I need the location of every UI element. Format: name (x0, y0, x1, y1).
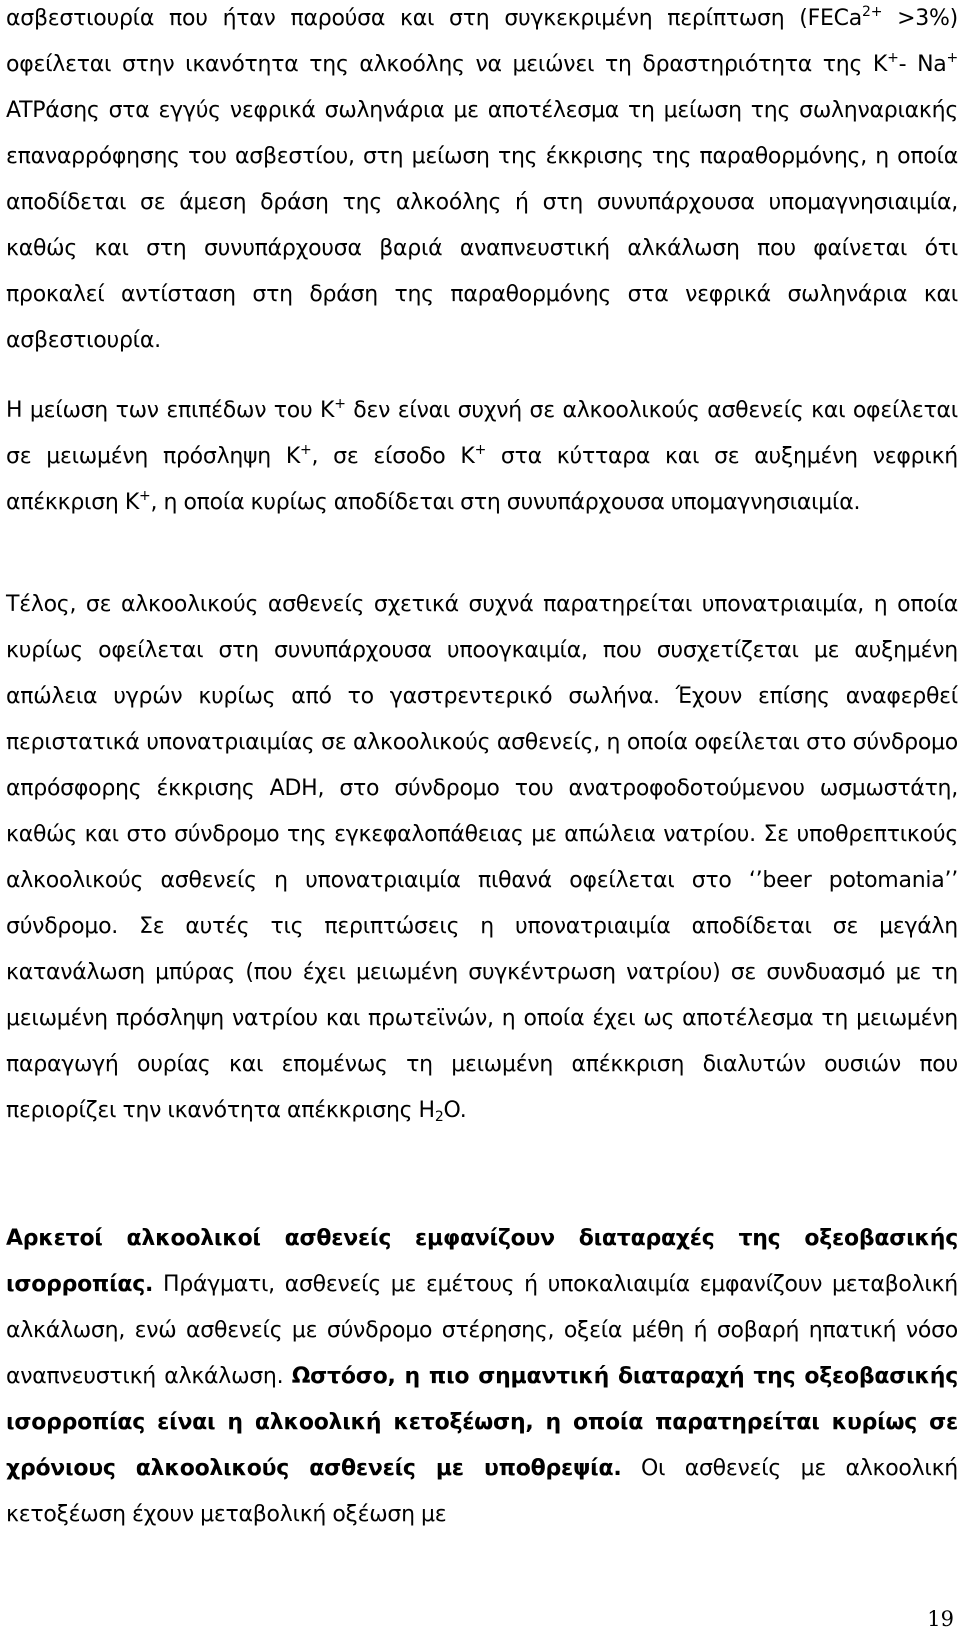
superscript: + (946, 50, 959, 66)
superscript: + (887, 50, 899, 66)
text-run: , σε είσοδο K (311, 444, 475, 469)
paragraph-hyponatremia (6, 582, 958, 1134)
paragraph-calciuria (6, 0, 958, 364)
superscript: 2+ (862, 4, 883, 20)
text-run: >3%) οφείλεται στην ικανότητα της αλκοόλης να μειώνει τη δραστηριότητα της K (6, 6, 958, 77)
text-run: O. (443, 1098, 467, 1123)
bold-text-run: Ωστόσο, η πιο σημαντική διαταραχή της οξεοβασικής ισορροπίας είναι η αλκοολική κετοξέωση, η οποία παρατηρείται κυρίως σε χρόνιους αλκοολικούς ασθενείς με υποθρεψία. (6, 1364, 958, 1481)
text-run: , η οποία κυρίως αποδίδεται στη συνυπάρχουσα υπομαγνησιαιμία. (150, 490, 861, 515)
superscript: + (139, 488, 151, 504)
text-run: στα κύτταρα και σε αυξημένη νεφρική απέκκριση K (6, 444, 958, 515)
text-run: Πράγματι, ασθενείς με εμέτους ή υποκαλιαιμία εμφανίζουν μεταβολική αλκάλωση, ενώ ασθενείς με σύνδρομο στέρησης, οξεία μέθη ή σοβαρή ηπατική νόσο αναπνευστική αλκάλωση. (6, 1272, 958, 1389)
text-run: Οι ασθενείς με αλκοολική κετοξέωση έχουν μεταβολική οξέωση με (6, 1456, 958, 1527)
page-number: 19 (927, 1607, 954, 1631)
superscript: + (474, 442, 487, 458)
paragraph-potassium (6, 388, 958, 526)
text-run: Η μείωση των επιπέδων του K (6, 398, 335, 423)
text-run: ασβεστιουρία που ήταν παρούσα και στη συγκεκριμένη περίπτωση (FECa (6, 6, 863, 31)
text-run: - Na (898, 52, 947, 77)
superscript: + (334, 396, 346, 412)
subscript: 2 (434, 1109, 444, 1125)
bold-text-run: Αρκετοί αλκοολικοί ασθενείς εμφανίζουν διαταραχές της οξεοβασικής ισορροπίας. (6, 1226, 958, 1297)
text-run: Τέλος, σε αλκοολικούς ασθενείς σχετικά συχνά παρατηρείται υπονατριαιμία, η οποία κυρίως οφείλεται στη συνυπάρχουσα υποογκαιμία, που συσχετίζεται με αυξημένη απώλεια υγρών κυρίως από το γαστρεντερικό σωλήνα. Έχουν επίσης αναφερθεί περιστατικά υπονατριαιμίας σε αλκοολικούς ασθενείς, η οποία οφείλεται στο σύνδρομο απρόσφορης έκκρισης ADH, στο σύνδρομο του ανατροφοδοτούμενου ωσμωστάτη, καθώς και στο σύνδρομο της εγκεφαλοπάθειας με απώλεια νατρίου. Σε υποθρεπτικούς αλκοολικούς ασθενείς η υπονατριαιμία πιθανά οφείλεται στο ‘’beer potomania’’ σύνδρομο. Σε αυτές τις περιπτώσεις η υπονατριαιμία αποδίδεται σε μεγάλη κατανάλωση μπύρας (που έχει μειωμένη συγκέντρωση νατρίου) σε συνδυασμό με τη μειωμένη πρόσληψη νατρίου και πρωτεϊνών, η οποία έχει ως αποτέλεσμα τη μειωμένη παραγωγή ουρίας και επομένως τη μειωμένη απέκκριση διαλυτών ουσιών που περιορίζει την ικανότητα απέκκρισης H (6, 592, 958, 1123)
superscript: + (300, 442, 312, 458)
text-run: δεν είναι συχνή σε αλκοολικούς ασθενείς και οφείλεται σε μειωμένη πρόσληψη K (6, 398, 959, 469)
paragraph-acid-base (6, 1216, 958, 1538)
text-run: ATPάσης στα εγγύς νεφρικά σωληνάρια με αποτέλεσμα τη μείωση της σωληναριακής επαναρρόφησης του ασβεστίου, στη μείωση της έκκρισης της παραθορμόνης, η οποία αποδίδεται σε άμεση δράση της αλκοόλης ή στη συνυπάρχουσα υπομαγνησιαιμία, καθώς και στη συνυπάρχουσα βαριά αναπνευστική αλκάλωση που φαίνεται ότι προκαλεί αντίσταση στη δράση της παραθορμόνης στα νεφρικά σωληνάρια και ασβεστιουρία. (6, 98, 958, 353)
